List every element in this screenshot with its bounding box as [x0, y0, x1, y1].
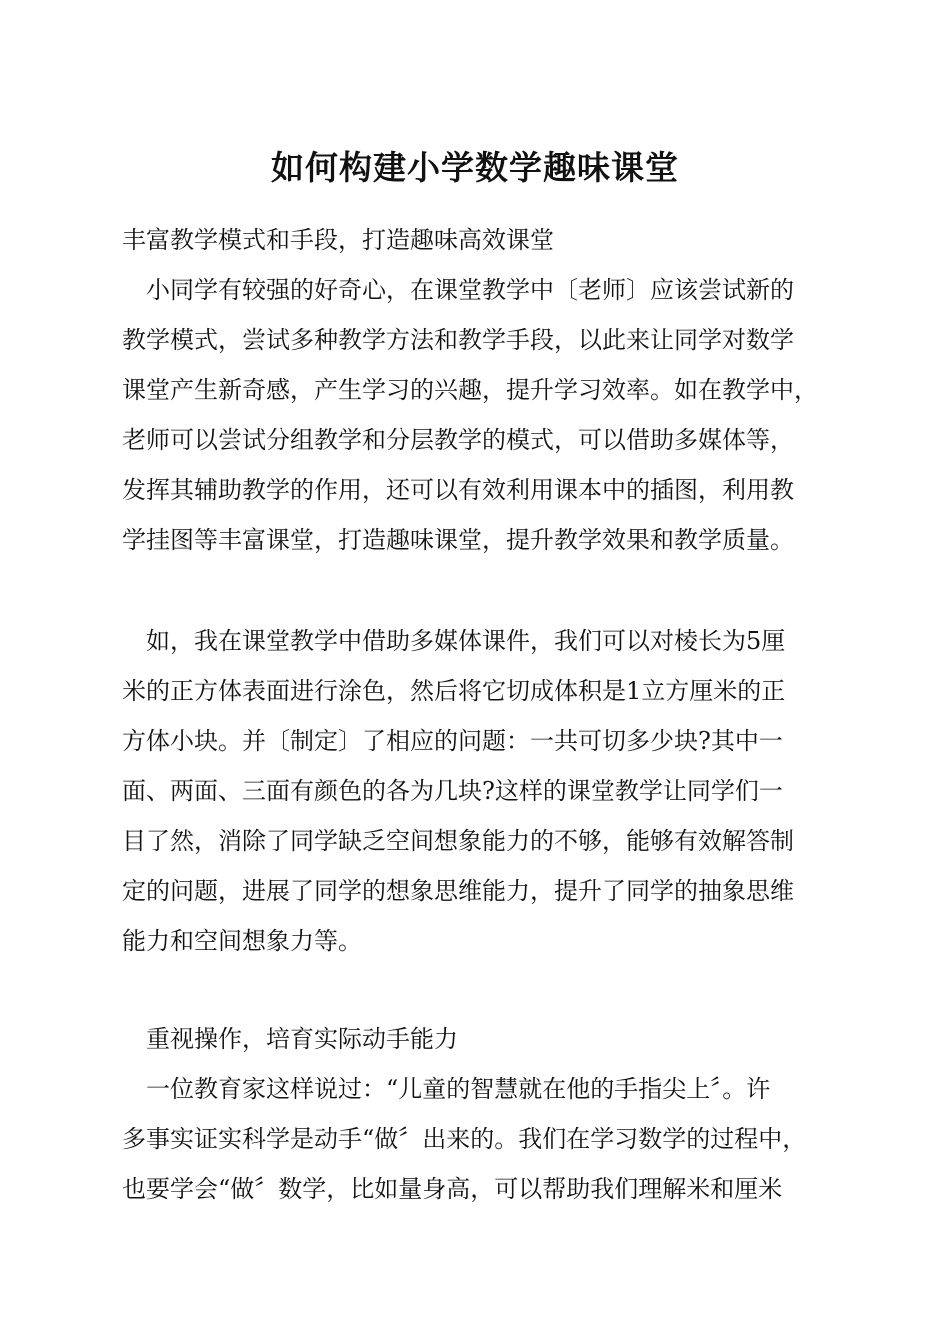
document-title: 如何构建小学数学趣味课堂	[271, 148, 679, 187]
section2-heading: 重视操作，培育实际动手能力	[146, 1025, 458, 1053]
paragraph-line: 也要学会“做〞数学，比如量身高，可以帮助我们理解米和厘米	[122, 1175, 783, 1203]
paragraph-line: 发挥其辅助教学的作用，还可以有效利用课本中的插图，利用教	[122, 476, 794, 504]
section1-paragraph2	[122, 616, 852, 966]
paragraph-line: 一位教育家这样说过：“儿童的智慧就在他的手指尖上〞。许	[146, 1075, 771, 1103]
paragraph-line: 学挂图等丰富课堂，打造趣味课堂，提升教学效果和教学质量。	[122, 526, 794, 554]
paragraph-line: 多事实证实科学是动手“做〞出来的。我们在学习数学的过程中，	[122, 1125, 807, 1153]
section1-heading: 丰富教学模式和手段，打造趣味高效课堂	[122, 226, 554, 254]
paragraph-line: 小同学有较强的好奇心，在课堂教学中〔老师〕应该尝试新的	[146, 276, 794, 304]
paragraph-line: 如，我在课堂教学中借助多媒体课件，我们可以对棱长为5厘	[146, 627, 786, 655]
paragraph-line: 课堂产生新奇感，产生学习的兴趣，提升学习效率。如在教学中，	[122, 376, 818, 404]
paragraph-line: 老师可以尝试分组教学和分层教学的模式，可以借助多媒体等，	[122, 426, 794, 454]
paragraph-line: 能力和空间想象力等。	[122, 927, 362, 955]
paragraph-line: 米的正方体表面进行涂色，然后将它切成体积是1立方厘米的正	[122, 677, 786, 705]
paragraph-line: 定的问题，进展了同学的想象思维能力，提升了同学的抽象思维	[122, 877, 794, 905]
section1	[122, 215, 852, 565]
paragraph-line: 目了然，消除了同学缺乏空间想象能力的不够，能够有效解答制	[122, 827, 794, 855]
section2	[122, 1014, 852, 1214]
paragraph-line: 面、两面、三面有颜色的各为几块?这样的课堂教学让同学们一	[122, 777, 783, 805]
paragraph-line: 教学模式，尝试多种教学方法和教学手段，以此来让同学对数学	[122, 326, 794, 354]
paragraph-line: 方体小块。并〔制定〕了相应的问题：一共可切多少块?其中一	[122, 727, 783, 755]
